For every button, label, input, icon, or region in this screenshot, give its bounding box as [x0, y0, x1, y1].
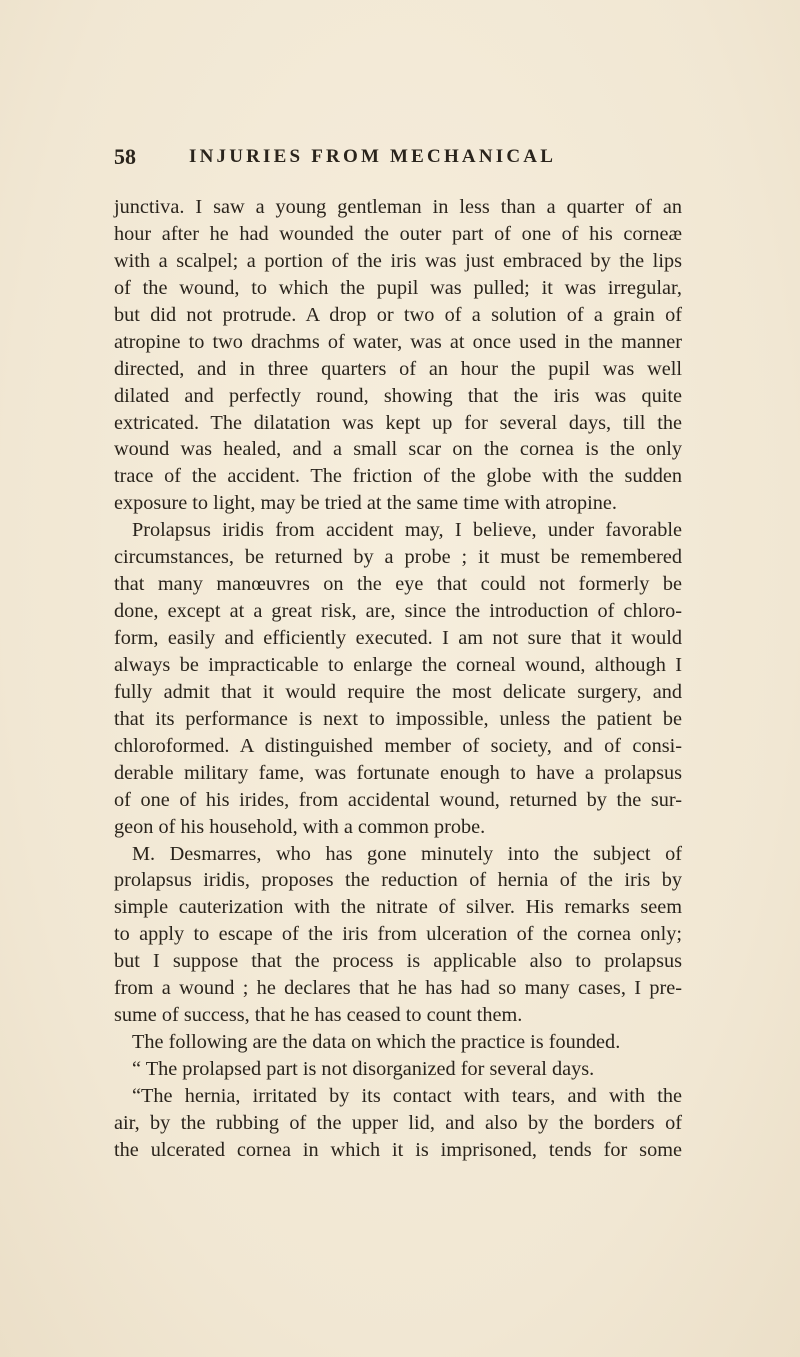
text-line: M. Desmarres, who has gone minutely into the subject of	[132, 842, 682, 865]
text-line: exposure to light, may be tried at the same time with atropine.	[114, 492, 617, 515]
text-line: junctiva. I saw a young gentleman in less than a quarter of an	[114, 196, 682, 218]
text-line: air, by the rubbing of the upper lid, and also by the borders of	[114, 1111, 682, 1134]
text-line: The following are the data on which the practice is founded.	[132, 1031, 621, 1054]
text-line: fully admit that it would require the most delicate surgery, and	[114, 680, 682, 703]
text-line: from a wound ; he declares that he has had so many cases, I pre-	[114, 977, 682, 1000]
text-line: atropine to two drachms of water, was at once used in the manner	[114, 330, 682, 353]
text-line: that many manœuvres on the eye that could not formerly be	[114, 573, 682, 596]
text-line: with a scalpel; a portion of the iris was just embraced by the lips	[114, 249, 682, 272]
text-line: sume of success, that he has ceased to count them.	[114, 1004, 523, 1027]
text-line: of one of his irides, from accidental wound, returned by the sur-	[114, 788, 682, 811]
text-line: derable military fame, was fortunate enough to have a prolapsus	[114, 761, 682, 784]
text-line: “ The prolapsed part is not disorganized for several days.	[132, 1058, 595, 1080]
text-line: circumstances, be returned by a probe ; it must be remembered	[114, 546, 682, 569]
body-text	[114, 194, 682, 1164]
text-line: to apply to escape of the iris from ulceration of the cornea only;	[114, 923, 682, 946]
page-header	[114, 144, 682, 174]
text-line: wound was healed, and a small scar on the cornea is the only	[114, 438, 682, 461]
text-line: but did not protrude. A drop or two of a solution of a grain of	[114, 303, 682, 326]
text-line: “The hernia, irritated by its contact with tears, and with the	[132, 1084, 682, 1107]
text-line: that its performance is next to impossible, unless the patient be	[114, 707, 682, 730]
text-line: but I suppose that the process is applicable also to prolapsus	[114, 950, 682, 973]
text-line: extricated. The dilatation was kept up for several days, till the	[114, 411, 682, 434]
text-line: the ulcerated cornea in which it is imprisoned, tends for some	[114, 1138, 682, 1161]
text-line: done, except at a great risk, are, since the introduction of chloro-	[114, 600, 682, 623]
text-line: prolapsus iridis, proposes the reduction of hernia of the iris by	[114, 869, 682, 892]
text-line: hour after he had wounded the outer part of one of his corneæ	[114, 222, 682, 245]
running-head: INJURIES FROM MECHANICAL	[189, 146, 557, 167]
text-line: always be impracticable to enlarge the corneal wound, although I	[114, 653, 682, 676]
text-line: form, easily and efficiently executed. I am not sure that it would	[114, 627, 682, 649]
text-line: dilated and perfectly round, showing that the iris was quite	[114, 384, 682, 407]
text-line: simple cauterization with the nitrate of silver. His remarks seem	[114, 896, 682, 919]
page-number: 58	[114, 144, 136, 169]
text-line: chloroformed. A distinguished member of society, and of consi-	[114, 734, 682, 757]
text-line: geon of his household, with a common probe.	[114, 815, 486, 838]
text-line: of the wound, to which the pupil was pulled; it was irregular,	[114, 276, 682, 299]
text-line: Prolapsus iridis from accident may, I believe, under favorable	[132, 519, 682, 542]
text-line: directed, and in three quarters of an hour the pupil was well	[114, 357, 682, 380]
text-line: trace of the accident. The friction of the globe with the sudden	[114, 465, 682, 488]
